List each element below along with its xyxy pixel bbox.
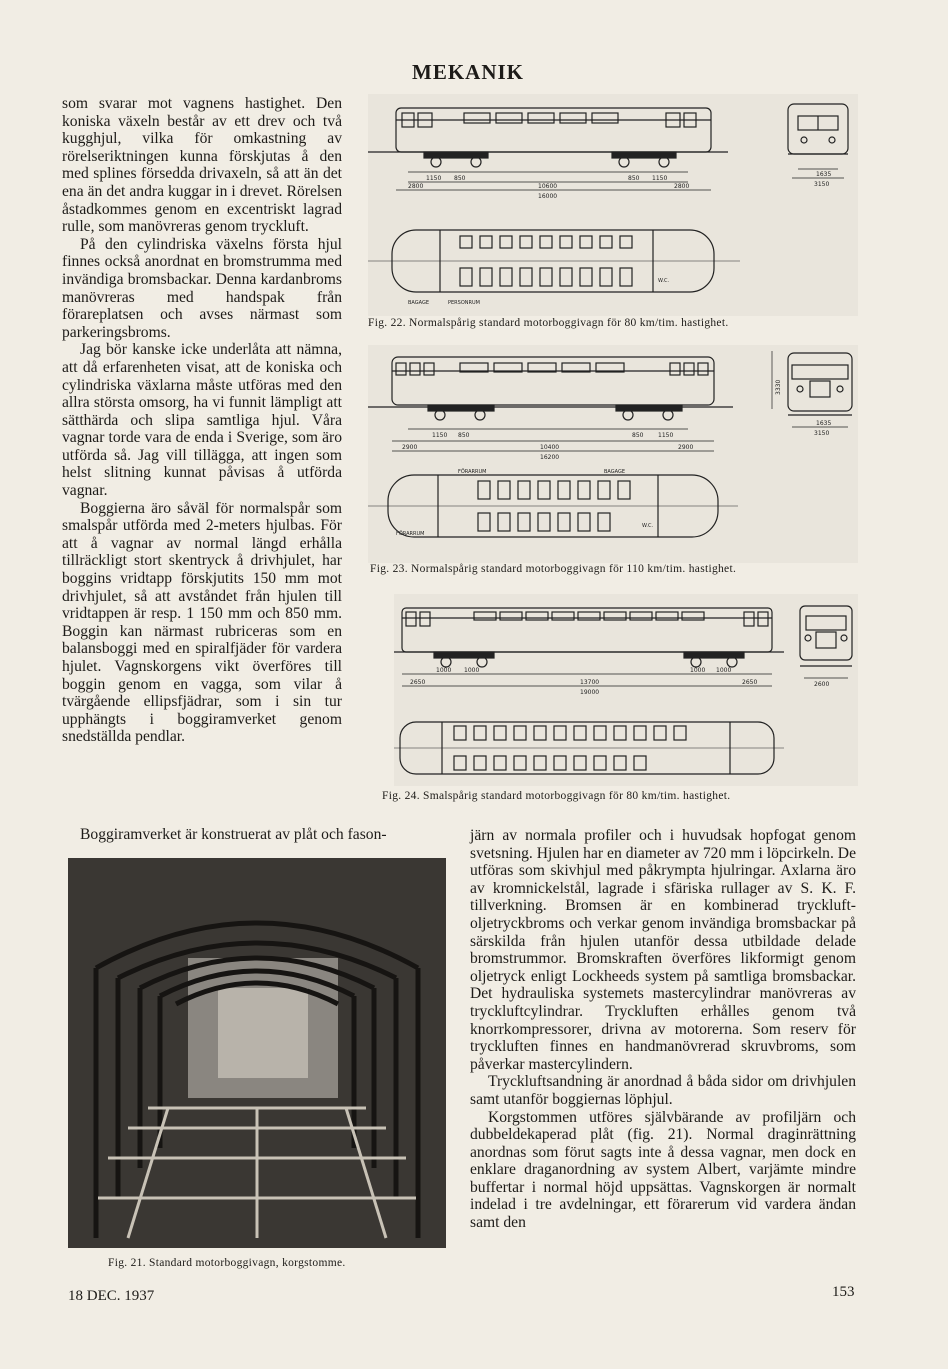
car-side-body	[392, 357, 714, 405]
car-side-body	[402, 608, 772, 652]
paragraph: På den cylindriska växelns första hjul finnes också anordnat en bromstrumma med invändiga bromsbackar. Denna kardanbroms manövreras med handspak från förareplatsen och avses närmast som parkeringsbroms.	[62, 235, 342, 341]
plan-label: W.C.	[642, 523, 654, 529]
paragraph: Boggierna äro såväl för normalspår som smalspår utförda med 2-meters hjulbas. För att å vagnar av normal längd erhålla tillräckligt stort skentryck å drivhjulet, har boggins vridtapp förskjutits 150 mm mot drivhjulet, så att avståndet från hjulen till vridtappen är resp. 1 150 mm och 850 mm. Boggin kan närmast rubriceras som en balansboggi med en spiralfjäder för vardera hjulet. Vagnskorgens vikt överföres till boggin genom en vagga, som vilar å tvärgående ellipsfjädrar, som i sin tur upphängts i boggiramverket genom snedställda pendlar.	[62, 499, 342, 746]
dimension-label: 1150	[658, 432, 674, 439]
dimension-label: 10600	[538, 183, 558, 190]
dimension-label: 3330	[775, 379, 782, 395]
figure-22-drawing	[368, 94, 858, 316]
right-text-column	[470, 827, 856, 1232]
plan-label: PERSONRUM	[448, 300, 480, 306]
dimension-label: 2800	[674, 183, 690, 190]
dimension-label: 2600	[814, 681, 830, 688]
plan-label: W.C.	[658, 278, 670, 284]
dimension-label: 850	[632, 432, 644, 439]
dimension-label: 1000	[464, 667, 480, 674]
dimension-label: 2650	[410, 679, 426, 686]
dimension-label: 19000	[580, 689, 600, 696]
figure-23-drawing	[368, 345, 858, 563]
dimension-label: 1635	[816, 171, 832, 178]
section-header: MEKANIK	[412, 60, 524, 84]
footer-date: 18 DEC. 1937	[68, 1288, 155, 1304]
figure-22-caption: Fig. 22. Normalspårig standard motorboggivagn för 80 km/tim. hastighet.	[368, 317, 729, 329]
figure-24-drawing	[394, 594, 858, 786]
left-text-column	[62, 95, 342, 746]
paragraph: Jag bör kanske icke underlåta att nämna, att då erfarenheten visat, att de koniska och cylindriska växlarna måste utföras med den allra största omsorg, ha vi funnit lämpligt att sätthärda och slipa samtliga hjul. Våra vagnar torde vara de enda i Sverige, som äro utförda så. Jag vill tillägga, att ingen som helst slitning kunnat påvisas å utförda vagnar.	[62, 341, 342, 500]
dimension-label: 16200	[540, 454, 560, 461]
paragraph: som svarar mot vagnens hastighet. Den koniska växeln består av ett drev och två kugghjul, vilka för omkastning av rörelseriktningen kunna förskjutas å den med splines försedda drivaxeln, så att än det ena än det andra kuggar in i drevet. Rörelsen åstadkommes genom en excentriskt lagrad rulle, som manövreras genom tryckluft.	[62, 95, 342, 236]
dimension-label: 3150	[814, 181, 830, 188]
dimension-label: 1150	[432, 432, 448, 439]
dimension-label: 1150	[652, 175, 668, 182]
paragraph: järn av normala profiler och i huvudsak hopfogat genom svetsning. Hjulen har en diameter av 720 mm i löpcirkeln. De utföras som skivhjul med påkrympta hjulringar. Axlarna äro av kromnickelstål, lagrade i sfäriska rullager av S. K. F. tillverkning. Bromsen är en kombinerad tryckluft-oljetryckbroms och verkar genom invändiga bromsbackar på särskilda från hjulen utanför dessa utbildade delade bromstrummor. Bromskraften överföres likformigt genom oljetryck enligt Lockheeds system på samtliga bromsbackar. Det hydrauliska systemets mastercylindrar manövreras av tryckluftcylindrar. Tryckluften erhålles genom två knorrkompressorer, drivna av motorerna. Som reserv för tryckluften finnes en handmanövrerad skruvbroms, som påverkar mastercylindern.	[470, 827, 856, 1073]
page-number: 153	[832, 1284, 855, 1300]
figure-23-caption: Fig. 23. Normalspårig standard motorboggivagn för 110 km/tim. hastighet.	[370, 563, 737, 575]
dimension-label: 2900	[678, 444, 694, 451]
dimension-label: 16000	[538, 193, 558, 200]
figure-21-photo	[68, 858, 446, 1248]
dimension-label: 1000	[436, 667, 452, 674]
figure-21-caption: Fig. 21. Standard motorboggivagn, korgstomme.	[108, 1257, 346, 1269]
plan-label: BAGAGE	[604, 469, 626, 475]
dimension-label: 850	[628, 175, 640, 182]
dimension-label: 2800	[408, 183, 424, 190]
plan-label: BAGAGE	[408, 300, 430, 306]
bridge-line: Boggiramverket är konstruerat av plåt och fason-	[80, 826, 387, 843]
car-body-frame-photo	[68, 858, 446, 1248]
dimension-label: 850	[458, 432, 470, 439]
dimension-label: 1635	[816, 420, 832, 427]
dimension-label: 1000	[716, 667, 732, 674]
car-end-view	[800, 606, 852, 660]
dimension-label: 3150	[814, 430, 830, 437]
figure-24-caption: Fig. 24. Smalspårig standard motorboggivagn för 80 km/tim. hastighet.	[382, 790, 731, 802]
dimension-label: 850	[454, 175, 466, 182]
dimension-label: 13700	[580, 679, 600, 686]
car-end-view	[788, 353, 852, 411]
dimension-label: 2900	[402, 444, 418, 451]
dimension-label: 10400	[540, 444, 560, 451]
dimension-label: 1000	[690, 667, 706, 674]
dimension-label: 2650	[742, 679, 758, 686]
plan-label: FÖRARRUM	[396, 531, 425, 537]
plan-label: FÖRARRUM	[458, 469, 487, 475]
dimension-label: 1150	[426, 175, 442, 182]
paragraph: Tryckluftsandning är anordnad å båda sidor om drivhjulen samt utanför boggiernas löphjul.	[470, 1073, 856, 1108]
paragraph: Korgstommen utföres självbärande av profiljärn och dubbeldekaperad plåt (fig. 21). Normal draginrättning anordnas som förut sagts inte å dessa vagnar, men dock en enklare draganordning av system Albert, varjämte mindre buffertar i normal höjd uppsättas. Vagnskorgen är normalt indelad i tre avdelningar, ett förarerum vid vardera ändan samt den	[470, 1108, 856, 1232]
